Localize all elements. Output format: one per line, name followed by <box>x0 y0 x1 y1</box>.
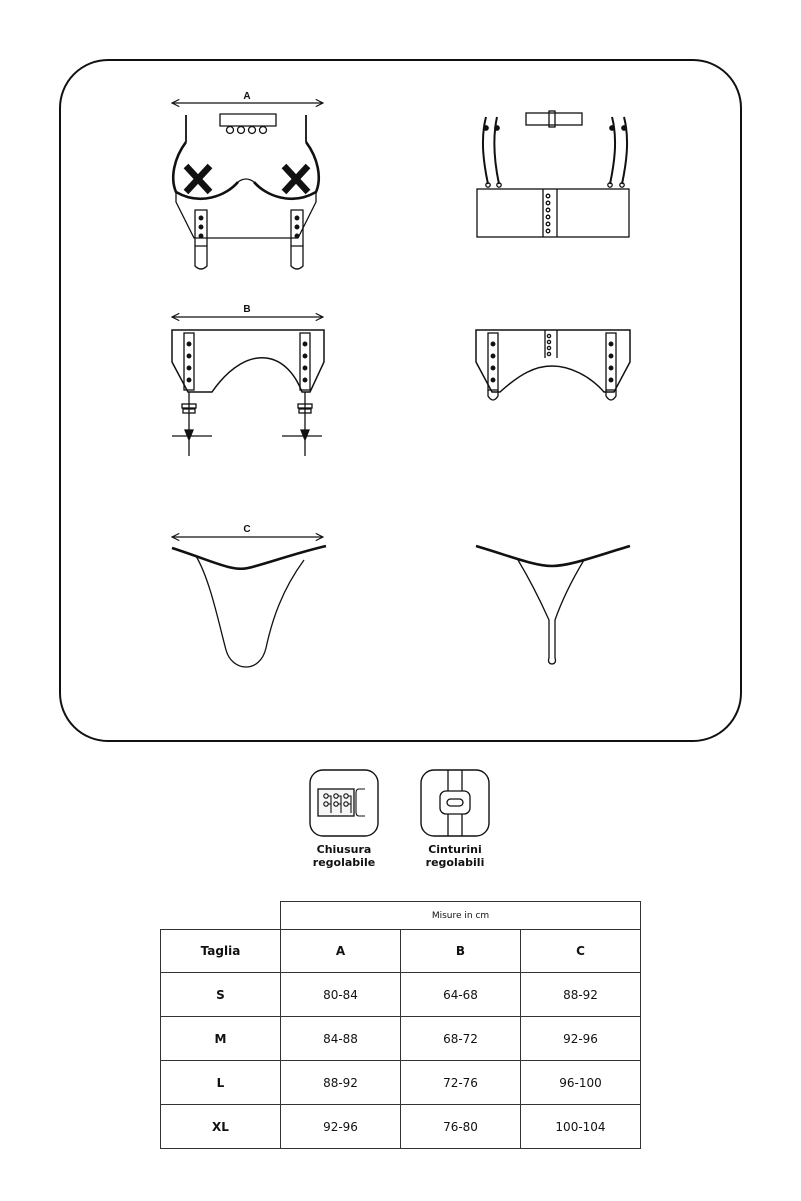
measure-cell-b: 68-72 <box>401 1017 521 1061</box>
garter-belt-back-view <box>476 330 630 400</box>
feature-label-line2: regolabile <box>312 856 376 869</box>
table-row <box>161 1105 641 1149</box>
measure-cell-c: 96-100 <box>521 1061 641 1105</box>
measure-cell-c: 88-92 <box>521 973 641 1017</box>
size-cell: L <box>161 1061 281 1105</box>
measure-cell-a: 80-84 <box>281 973 401 1017</box>
feature-label-line2: regolabili <box>425 856 485 869</box>
dimension-label-c: C <box>243 524 251 535</box>
size-cell: S <box>161 973 281 1017</box>
measure-cell-c: 100-104 <box>521 1105 641 1149</box>
size-column-header: Taglia <box>161 930 281 973</box>
feature-label-line1: Cinturini <box>428 843 482 856</box>
bra-front-view <box>172 103 323 269</box>
measure-cell-a: 84-88 <box>281 1017 401 1061</box>
measure-cell-b: 64-68 <box>401 973 521 1017</box>
adjustable-closure-icon <box>309 769 379 837</box>
dimension-label-a: A <box>243 91 251 102</box>
garter-belt-front-view <box>172 317 324 456</box>
diagram-frame <box>60 60 741 741</box>
thong-front-view <box>172 537 326 667</box>
measure-cell-b: 76-80 <box>401 1105 521 1149</box>
column-header-a: A <box>281 930 401 973</box>
size-cell: M <box>161 1017 281 1061</box>
measure-cell-a: 92-96 <box>281 1105 401 1149</box>
measure-cell-a: 88-92 <box>281 1061 401 1105</box>
size-table <box>160 901 641 1149</box>
adjustable-straps-icon <box>420 769 490 837</box>
dimension-label-b: B <box>243 304 251 315</box>
feature-label-line1: Chiusura <box>316 843 372 856</box>
table-corner <box>161 902 281 930</box>
measure-cell-c: 92-96 <box>521 1017 641 1061</box>
unit-header: Misure in cm <box>281 902 641 930</box>
table-row <box>161 1061 641 1105</box>
feature-adjustable-straps <box>390 769 520 869</box>
bra-back-view <box>477 111 629 237</box>
column-header-c: C <box>521 930 641 973</box>
table-row <box>161 973 641 1017</box>
measure-cell-b: 72-76 <box>401 1061 521 1105</box>
thong-back-view <box>476 546 630 664</box>
size-cell: XL <box>161 1105 281 1149</box>
table-row <box>161 1017 641 1061</box>
column-header-b: B <box>401 930 521 973</box>
